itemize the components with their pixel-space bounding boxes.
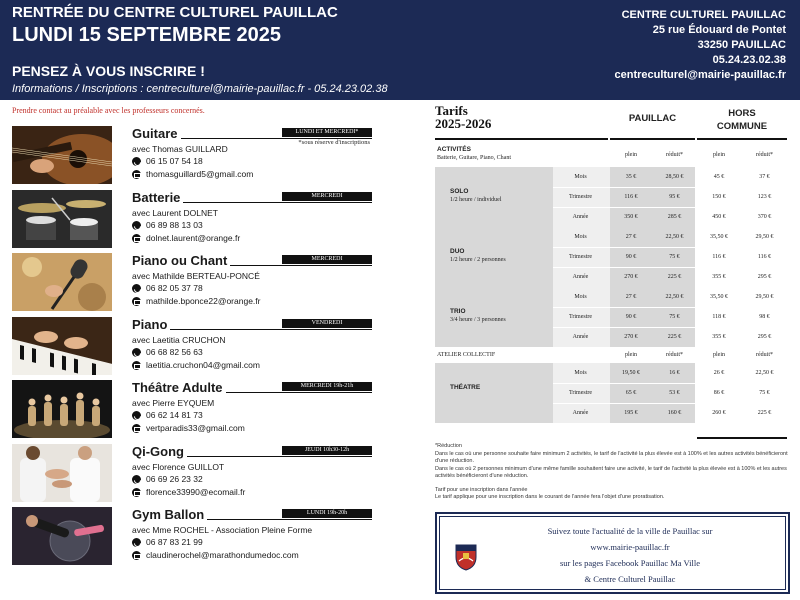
teacher-phone: 06 62 14 81 73 [146,410,203,420]
activities-title: ACTIVITÉS [437,146,471,153]
teacher-email[interactable]: claudinerochel@marathondumedoc.com [146,550,299,560]
teacher-name: avec Laetitia CRUCHON [132,334,226,345]
column-header-pauillac: PAUILLAC [610,104,695,140]
teacher-email[interactable]: vertparadis33@gmail.com [146,423,245,433]
teacher-name: avec Florence GUILLOT [132,461,225,472]
tarifs-title-line1: Tarifs [435,103,468,118]
solo-price-cell: 28,50 € [665,174,684,180]
gym-ball-photo [12,507,112,565]
activities-subheader-reduit: réduit* [756,152,773,158]
theatre-price-cell: 22,50 € [755,370,774,376]
duo-description: 1/2 heure / 2 personnes [450,257,506,263]
theatre-period-label: Mois [574,370,587,376]
duo-price-cell: 270 € [624,274,638,280]
theatre-price-cell: 65 € [625,390,637,396]
activity-name: Guitare [132,126,181,141]
phone-icon [132,284,141,293]
trio-name: TRIO [450,308,466,315]
teacher-email[interactable]: thomasguillard5@gmail.com [146,169,254,179]
footnote-line1: Dans le cas où une personne souhaite faire minimum 2 activités, le tarif de l'activité la plus élevée est à 100% et les autres activités bénéficieront d'une réduction. [435,450,788,464]
schedule-badge: LUNDI ET MERCREDI* [282,128,372,137]
piano-photo [12,317,112,375]
theatre-label-bg [435,363,553,423]
org-name: CENTRE CULTUREL PAUILLAC [621,9,786,21]
mail-icon [132,551,141,560]
solo-price-cell: 123 € [757,194,772,200]
theatre-price-cell: 225 € [757,410,772,416]
activity-name: Théâtre Adulte [132,380,226,395]
solo-period-label: Année [572,214,589,220]
trio-label [435,308,553,323]
duo-price-cell: 116 € [757,254,772,260]
header-title-line2: LUNDI 15 SEPTEMBRE 2025 [12,24,281,46]
duo-price-cell: 90 € [625,254,637,260]
activity-item-guitare [12,124,372,188]
trio-price-cell: 22,50 € [665,294,684,300]
theatre-price-cell: 19,50 € [622,370,640,376]
news-line3: sur les pages Facebook Pauillac Ma Ville [559,558,701,568]
tarifs-title-line2: 2025-2026 [435,116,492,131]
teacher-email[interactable]: mathilde.bponce22@orange.fr [146,296,261,306]
schedule-badge: MERCREDI [282,255,372,264]
drums-photo [12,190,112,248]
solo-label [435,188,553,203]
teacher-email[interactable]: dolnet.laurent@orange.fr [146,232,241,243]
mail-icon [132,424,141,433]
trio-price-cell: 118 € [712,314,726,320]
activities-subheader-reduit: réduit* [666,152,683,158]
schedule-badge: MERCREDI [282,192,372,201]
theatre-price-cell: 195 € [624,410,638,416]
teacher-phone: 06 87 83 21 99 [146,537,203,547]
teacher-name: avec Pierre EYQUEM [132,398,215,408]
theatre-price-cell: 16 € [669,370,680,376]
theatre-price-cell: 260 € [712,410,726,416]
atelier-subheader-reduit: réduit* [756,352,773,358]
duo-price-cell: 116 € [712,254,726,260]
guitar-photo [12,126,112,184]
microphone-photo [12,253,112,311]
activities-subheader-plein: plein [625,152,637,158]
phone-icon [132,157,141,166]
mail-icon [132,170,141,179]
news-line4: & Centre Culturel Pauillac [584,574,676,584]
activity-item-batterie [12,188,372,252]
column-header-hors-line2: COMMUNE [716,121,768,132]
activity-item-qi-gong [12,442,372,506]
header-title-line1: RENTRÉE DU CENTRE CULTUREL PAUILLAC [12,4,338,21]
teacher-name: avec Thomas GUILLARD [132,144,228,154]
teacher-phone: 06 15 07 54 18 [146,156,203,166]
phone-icon [132,538,141,547]
trio-price-cell: 29,50 € [755,294,774,300]
solo-price-cell: 95 € [669,194,680,200]
column-header-hors-commune [697,104,787,140]
qigong-photo [12,444,112,502]
activities-subheader-plein: plein [713,152,725,158]
activity-name: Piano [132,317,170,332]
phone-icon [132,411,141,420]
tarifs-title [435,104,491,130]
phone-icon [132,348,141,357]
trio-price-cell: 27 € [625,294,637,300]
activity-item-theatre-adulte [12,378,372,442]
duo-price-cell: 35,50 € [710,234,728,240]
theatre-period-label: Année [572,410,589,416]
duo-price-cell: 225 € [667,274,682,280]
address-line2: 33250 PAUILLAC [697,39,786,51]
solo-period-label: Mois [574,174,587,180]
footnote-title: *Réduction [435,443,462,449]
trio-price-cell: 98 € [759,314,770,320]
duo-price-cell: 29,50 € [755,234,774,240]
activity-item-gym-ballon [12,505,372,569]
teacher-name: avec Laurent DOLNET [132,207,218,218]
trio-description: 3/4 heure / 3 personnes [450,317,506,323]
header-cta: PENSEZ À VOUS INSCRIRE ! [12,63,205,79]
schedule-badge: JEUDI 10h30-12h [282,446,372,455]
trio-price-cell: 225 € [667,334,682,340]
activity-item-piano [12,315,372,379]
theatre-price-cell: 160 € [667,410,682,416]
duo-price-cell: 75 € [669,254,680,260]
schedule-badge: MERCREDI 19h-21h [282,382,372,391]
news-line1: Suivez toute l'actualité de la ville de Pauillac sur [547,526,713,536]
trio-price-cell: 75 € [669,314,680,320]
header-banner [0,0,800,100]
schedule-badge: LUNDI 19h-20h [282,509,372,518]
mail-icon [132,488,141,497]
trio-price-cell: 355 € [712,334,726,340]
teacher-email[interactable]: florence33990@ecomail.fr [146,486,246,497]
duo-price-cell: 27 € [625,234,637,240]
solo-price-cell: 350 € [624,214,638,220]
atelier-subheader-reduit: réduit* [666,352,683,358]
teacher-phone: 06 89 88 13 03 [146,219,203,230]
solo-price-cell: 45 € [713,174,725,180]
duo-price-cell: 295 € [757,274,772,280]
solo-price-cell: 370 € [757,214,772,220]
solo-price-cell: 35 € [625,174,637,180]
solo-price-cell: 285 € [667,214,682,220]
atelier-subheader-plein: plein [713,352,725,358]
solo-description: 1/2 heure / individuel [450,197,502,203]
trio-price-cell: 270 € [624,334,638,340]
mail-icon [132,361,141,370]
trio-period-label: Mois [574,294,587,300]
teacher-phone: 06 82 05 37 78 [146,283,203,293]
phone-icon [132,221,141,230]
footnotes [435,443,790,502]
solo-name: SOLO [450,188,469,195]
trio-price-cell: 295 € [757,334,772,340]
trio-period-label: Trimestre [568,314,593,320]
trio-period-label: Année [572,334,589,340]
teacher-name: avec Mme ROCHEL - Association Pleine Forme [132,525,313,535]
news-website-link[interactable]: www.mairie-pauillac.fr [590,542,670,552]
activity-item-piano-ou-chant [12,251,372,315]
theatre-period-label: Trimestre [568,390,593,396]
duo-period-label: Année [572,274,589,280]
duo-price-cell: 355 € [712,274,726,280]
solo-price-cell: 116 € [624,194,638,200]
mail-icon [132,297,141,306]
atelier-collectif-label: ATELIER COLLECTIF [437,352,496,358]
schedule-note: *sous réserve d'inscriptions [298,139,370,146]
org-email[interactable]: centreculturel@mairie-pauillac.fr [614,69,786,81]
theatre-price-cell: 86 € [713,390,725,396]
activity-name: Qi-Gong [132,444,187,459]
teacher-phone: 06 69 26 23 32 [146,473,203,484]
newsbox [435,512,790,594]
theatre-label [435,384,553,391]
theatre-name: THÉATRE [450,384,481,391]
contact-note: Prendre contact au préalable avec les professeurs concernés. [12,106,205,115]
atelier-subheader-plein: plein [625,352,637,358]
footnote-line3: Tarif pour une inscription dans l'année [435,486,528,493]
activity-name: Gym Ballon [132,507,207,522]
activities-subtitle: Batterie, Guitare, Piano, Chant [437,155,511,161]
org-phone: 05.24.23.02.38 [712,54,786,66]
pauillac-crest-icon [454,541,478,571]
teacher-phone: 06 68 82 56 63 [146,346,203,357]
teacher-email[interactable]: laetitia.cruchon04@gmail.com [146,359,260,370]
activity-name: Batterie [132,190,183,205]
divider [435,138,608,140]
solo-price-cell: 450 € [712,214,726,220]
theatre-photo [12,380,112,438]
column-header-hors-line1: HORS [728,108,756,119]
duo-label [435,248,553,263]
trio-price-cell: 90 € [625,314,637,320]
activity-list [12,124,372,569]
teacher-name: avec Mathilde BERTEAU-PONCÉ [132,271,260,281]
header-info: Informations / Inscriptions : centreculturel@mairie-pauillac.fr - 05.24.23.02.38 [12,83,388,95]
schedule-badge: VENDREDI [282,319,372,328]
address-line1: 25 rue Édouard de Pontet [652,24,786,36]
theatre-price-cell: 26 € [713,370,725,376]
duo-price-cell: 22,50 € [665,234,684,240]
duo-period-label: Mois [574,234,587,240]
footnote-line2: Dans le cas où 2 personnes minimum d'une même famille souhaitent faire une activité, le tarif de l'activité la plus élevée est à 100% et les autres activités bénéficieront d'une réduction. [435,465,787,479]
duo-name: DUO [450,248,465,255]
activity-name: Piano ou Chant [132,253,230,268]
solo-price-cell: 37 € [759,174,770,180]
solo-period-label: Trimestre [568,194,593,200]
divider [697,437,787,439]
trio-price-cell: 35,50 € [710,294,728,300]
footnote-line4: Le tarif applique pour une inscription dans le courant de l'année fera l'objet d'une proratisation. [435,494,665,500]
header-contact-block [614,8,786,83]
solo-price-cell: 150 € [712,194,726,200]
phone-icon [132,475,141,484]
theatre-price-cell: 75 € [759,390,770,396]
theatre-price-cell: 53 € [669,390,680,396]
duo-period-label: Trimestre [568,254,593,260]
mail-icon [132,234,141,243]
